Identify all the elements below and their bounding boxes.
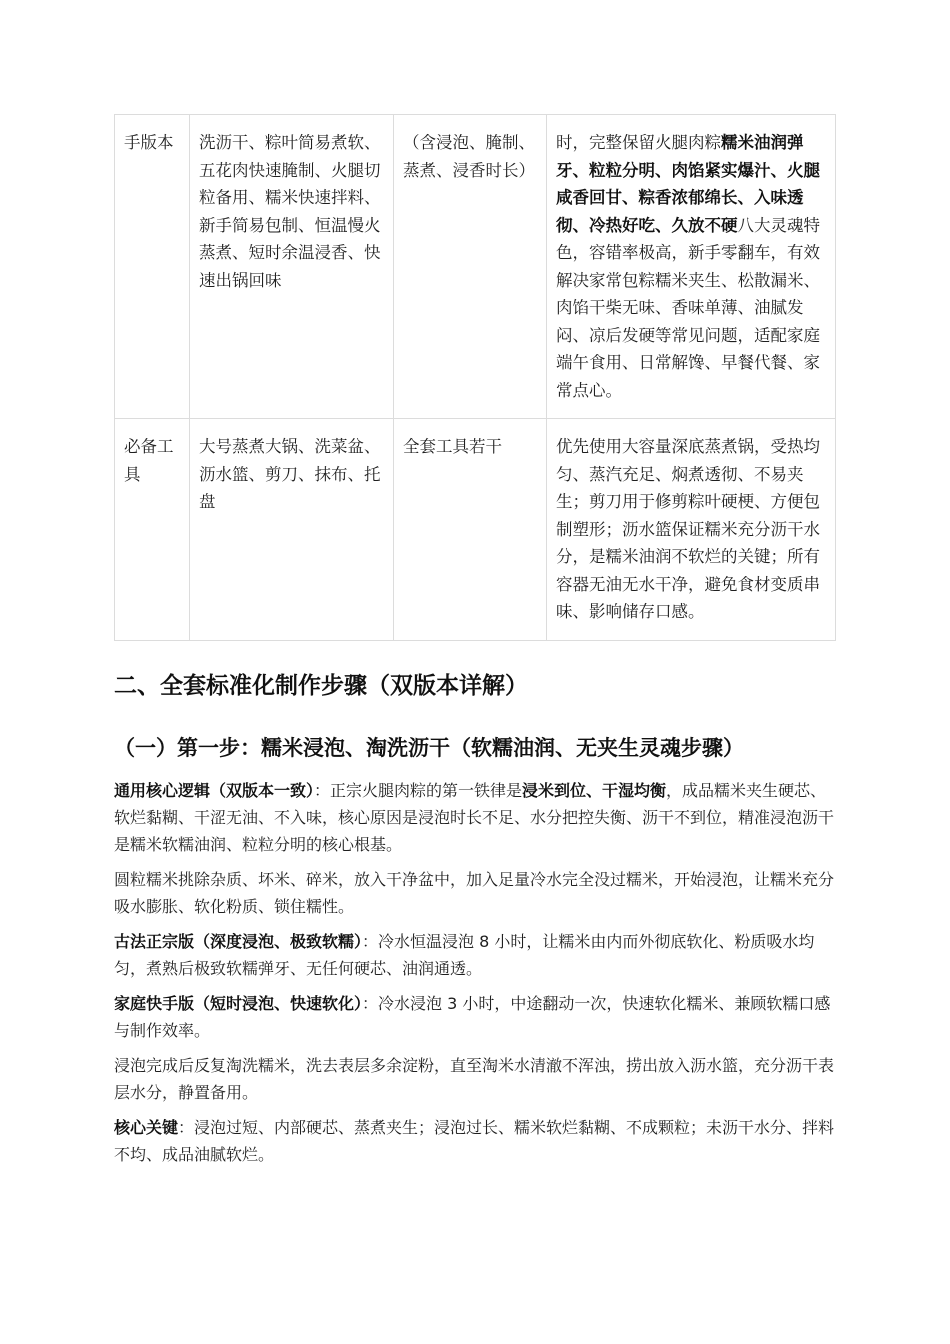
paragraph-text: ：正宗火腿肉粽的第一铁律是 bbox=[314, 781, 523, 800]
paragraph-text: ：冷水恒温浸泡 8 小时，让糯米由内而外彻底软化、粉质吸水均匀，煮熟后极致软糯弹牙、无任何硬芯、油润通透。 bbox=[114, 932, 815, 978]
table-cell: 洗沥干、粽叶简易煮软、五花肉快速腌制、火腿切粒备用、糯米快速拌料、新手简易包制、恒温慢火蒸煮、短时余温浸香、快速出锅回味 bbox=[190, 115, 394, 419]
paragraph-label: 核心关键 bbox=[114, 1118, 179, 1137]
paragraph-text: ：冷水浸泡 3 小时，中途翻动一次，快速软化糯米、兼顾软糯口感与制作效率。 bbox=[114, 994, 831, 1040]
paragraph bbox=[114, 1114, 835, 1168]
paragraph: 浸泡完成后反复淘洗糯米，洗去表层多余淀粉，直至淘米水清澈不浑浊，捞出放入沥水篮，充分沥干表层水分，静置备用。 bbox=[114, 1056, 835, 1102]
row-label: 手版本 bbox=[115, 115, 190, 419]
table-row bbox=[115, 115, 836, 419]
table-cell: 全套工具若干 bbox=[394, 419, 547, 641]
table-cell bbox=[547, 115, 836, 419]
paragraph-label: 家庭快手版（短时浸泡、快速软化） bbox=[114, 994, 363, 1013]
paragraph: 圆粒糯米挑除杂质、坏米、碎米，放入干净盆中，加入足量冷水完全没过糯米，开始浸泡，让糯米充分吸水膨胀、软化粉质、锁住糯性。 bbox=[114, 870, 835, 916]
cell-text-bold: 糯米油润弹牙、粒粒分明、肉馅紧实爆汁、火腿咸香回甘、粽香浓郁绵长、入味透彻、冷热好吃、久放不硬 bbox=[556, 133, 820, 235]
paragraph bbox=[114, 928, 835, 982]
paragraph-text: ，成品糯米夹生硬芯、软烂黏糊、干涩无油、不入味，核心原因是浸泡时长不足、水分把控失衡、沥干不到位，精准浸泡沥干是糯米软糯油润、粒粒分明的核心根基。 bbox=[114, 781, 835, 854]
row-label: 必备工具 bbox=[115, 419, 190, 641]
paragraph-label: 古法正宗版（深度浸泡、极致软糯） bbox=[114, 932, 363, 951]
body-text bbox=[114, 777, 835, 1176]
table-row bbox=[115, 419, 836, 641]
cell-text: 时，完整保留火腿肉粽 bbox=[556, 133, 721, 152]
recipe-info-table bbox=[114, 114, 836, 641]
paragraph-emphasis: 浸米到位、干湿均衡 bbox=[522, 781, 667, 800]
paragraph-text: ：浸泡过短、内部硬芯、蒸煮夹生；浸泡过长、糯米软烂黏糊、不成颗粒；未沥干水分、拌料不均、成品油腻软烂。 bbox=[114, 1118, 835, 1164]
paragraph bbox=[114, 990, 835, 1044]
subsection-heading: （一）第一步：糯米浸泡、淘洗沥干（软糯油润、无夹生灵魂步骤） bbox=[114, 736, 744, 760]
table-cell: 大号蒸煮大锅、洗菜盆、沥水篮、剪刀、抹布、托盘 bbox=[190, 419, 394, 641]
section-heading: 二、全套标准化制作步骤（双版本详解） bbox=[114, 673, 528, 699]
paragraph-label: 通用核心逻辑（双版本一致） bbox=[114, 781, 315, 800]
table-cell: （含浸泡、腌制、蒸煮、浸香时长） bbox=[394, 115, 547, 419]
table-cell: 优先使用大容量深底蒸煮锅，受热均匀、蒸汽充足、焖煮透彻、不易夹生；剪刀用于修剪粽叶硬梗、方便包制塑形；沥水篮保证糯米充分沥干水分，是糯米油润不软烂的关键；所有容器无油无水干净，避免食材变质串味、影响储存口感。 bbox=[547, 419, 836, 641]
paragraph bbox=[114, 777, 835, 858]
cell-text: 八大灵魂特色，容错率极高，新手零翻车，有效解决家常包粽糯米夹生、松散漏米、肉馅干柴无味、香味单薄、油腻发闷、凉后发硬等常见问题，适配家庭端午食用、日常解馋、早餐代餐、家常点心。 bbox=[556, 215, 820, 400]
